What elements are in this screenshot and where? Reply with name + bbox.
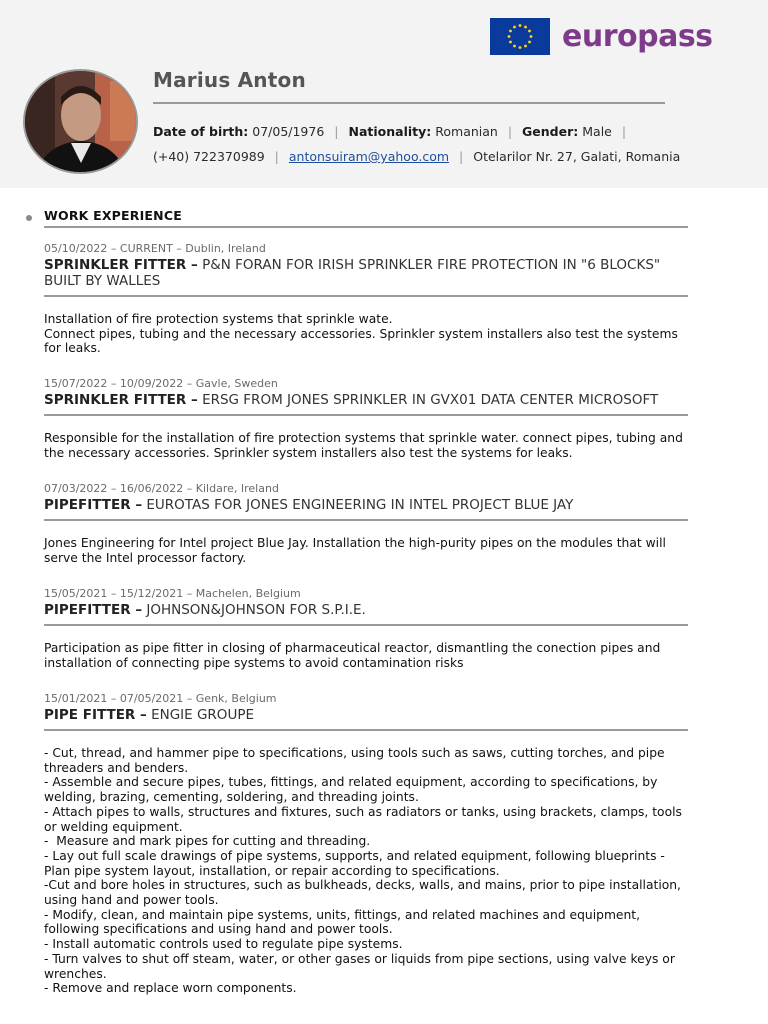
eu-star-icon: [509, 41, 512, 44]
personal-info-line: [153, 124, 632, 139]
description-line: -Cut and bore holes in structures, such as bulkheads, decks, walls, and mains, prior to pipe installation, using hand and power tools.: [44, 878, 685, 908]
description-line: - Attach pipes to walls, structures and fixtures, such as radiators or tanks, using brackets, clamps, tools or welding equipment.: [44, 804, 686, 834]
description-line: Jones Engineering for Intel project Blue Jay. Installation the high-purity pipes on the modules that will serve the Intel processor factory.: [44, 536, 670, 565]
description-line: - Install automatic controls used to regulate pipe systems.: [44, 937, 403, 952]
eu-star-icon: [530, 35, 533, 38]
name-divider: [153, 102, 665, 104]
employer: P&N FORAN FOR IRISH SPRINKLER FIRE PROTECTION IN "6 BLOCKS" BUILT BY WALLES: [44, 257, 661, 289]
eu-star-icon: [524, 45, 527, 48]
eu-star-icon: [519, 46, 522, 49]
experience-entry: [44, 692, 688, 996]
profile-header: [0, 0, 768, 188]
entry-description: [44, 536, 688, 565]
entry-description: [44, 641, 688, 670]
job-title: PIPEFITTER –: [44, 497, 143, 513]
separator: |: [459, 149, 464, 164]
entry-role: [44, 497, 688, 513]
nationality-value: Romanian: [435, 124, 498, 139]
entry-meta: 05/10/2022 – CURRENT – Dublin, Ireland: [44, 242, 266, 255]
entry-role: [44, 257, 688, 289]
description-line: Installation of fire protection systems that sprinkle wate.: [44, 312, 393, 326]
eu-star-icon: [519, 24, 522, 27]
description-line: Responsible for the installation of fire protection systems that sprinkle water. connect pipes, tubing and the necessary accessories. Sprinkler system installers also test the systems for leaks.: [44, 431, 687, 460]
entry-description: [44, 431, 688, 460]
employer: JOHNSON&JOHNSON FOR S.P.I.E.: [146, 602, 366, 618]
entry-divider: [44, 414, 688, 416]
job-title: SPRINKLER FITTER –: [44, 392, 198, 408]
description-line: - Lay out full scale drawings of pipe systems, supports, and related equipment, following blueprints - Plan pipe system layout, installation, or repair according to specifications.: [44, 848, 669, 878]
entry-divider: [44, 729, 688, 731]
address: Otelarilor Nr. 27, Galati, Romania: [473, 149, 681, 164]
section-bullet: [26, 215, 32, 221]
experience-entry: [44, 377, 688, 460]
nationality-label: Nationality:: [348, 124, 432, 139]
email-link[interactable]: antonsuiram@yahoo.com: [288, 149, 450, 164]
description-line: Connect pipes, tubing and the necessary accessories. Sprinkler system installers also test the systems for leaks.: [44, 326, 682, 356]
entry-role: [44, 602, 688, 618]
eu-star-icon: [509, 30, 512, 33]
eu-star-icon: [513, 45, 516, 48]
profile-photo: [23, 69, 138, 174]
gender-label: Gender:: [522, 124, 579, 139]
eu-star-icon: [508, 35, 511, 38]
separator: |: [334, 124, 339, 139]
description-line: - Modify, clean, and maintain pipe systems, units, fittings, and related machines and equipment, following specifications and using hand and power tools.: [44, 907, 644, 937]
description-line: - Turn valves to shut off steam, water, or other gases or liquids from pipe sections, using valve keys or wrenches.: [44, 951, 679, 981]
separator: |: [507, 124, 513, 139]
europass-logo: [490, 18, 713, 55]
entry-divider: [44, 295, 688, 297]
candidate-name: Marius Anton: [153, 68, 306, 92]
entry-meta: 15/05/2021 – 15/12/2021 – Machelen, Belgium: [44, 587, 301, 600]
experience-entry: [44, 482, 688, 565]
description-line: - Assemble and secure pipes, tubes, fittings, and related equipment, according to specifications, by welding, brazing, cementing, soldering, and threading joints.: [44, 775, 662, 805]
eu-star-icon: [528, 30, 531, 33]
description-line: - Cut, thread, and hammer pipe to specifications, using tools such as saws, cutting torches, and pipe threaders and benders.: [44, 746, 669, 775]
dob-value: 07/05/1976: [252, 124, 325, 139]
phone-number: (+40) 722370989: [153, 149, 265, 164]
entry-divider: [44, 519, 688, 521]
section-title: WORK EXPERIENCE: [44, 208, 182, 223]
section-divider: [44, 226, 688, 228]
eu-star-icon: [528, 41, 531, 44]
logo-text: europass: [562, 19, 713, 54]
job-title: PIPEFITTER –: [44, 602, 143, 618]
entry-role: [44, 392, 688, 408]
employer: EUROTAS FOR JONES ENGINEERING IN INTEL PROJECT BLUE JAY: [146, 497, 574, 513]
gender-value: Male: [582, 124, 612, 139]
dob-label: Date of birth:: [153, 124, 249, 139]
entry-description: [44, 312, 688, 356]
entry-role: [44, 707, 688, 723]
entry-divider: [44, 624, 688, 626]
experience-entry: [44, 587, 688, 670]
contact-info-line: [153, 149, 680, 164]
entry-description: [44, 746, 688, 996]
entry-meta: 15/07/2022 – 10/09/2022 – Gavle, Sweden: [44, 377, 278, 390]
separator: |: [621, 124, 627, 139]
description-line: - Remove and replace worn components.: [44, 981, 297, 996]
experience-entry: [44, 242, 688, 356]
eu-star-icon: [524, 26, 527, 29]
entry-meta: 07/03/2022 – 16/06/2022 – Kildare, Ireland: [44, 482, 279, 495]
eu-star-icon: [513, 26, 516, 29]
employer: ERSG FROM JONES SPRINKLER IN GVX01 DATA CENTER MICROSOFT: [202, 392, 659, 408]
separator: |: [274, 149, 279, 164]
description-line: Participation as pipe fitter in closing of pharmaceutical reactor, dismantling the conection pipes and installation of connecting pipe systems to avoid contamination risks: [44, 641, 665, 670]
job-title: PIPE FITTER –: [44, 707, 147, 723]
entry-meta: 15/01/2021 – 07/05/2021 – Genk, Belgium: [44, 692, 277, 705]
eu-flag-icon: [490, 18, 550, 55]
description-line: - Measure and mark pipes for cutting and threading.: [44, 834, 371, 849]
employer: ENGIE GROUPE: [151, 707, 254, 723]
job-title: SPRINKLER FITTER –: [44, 257, 198, 273]
